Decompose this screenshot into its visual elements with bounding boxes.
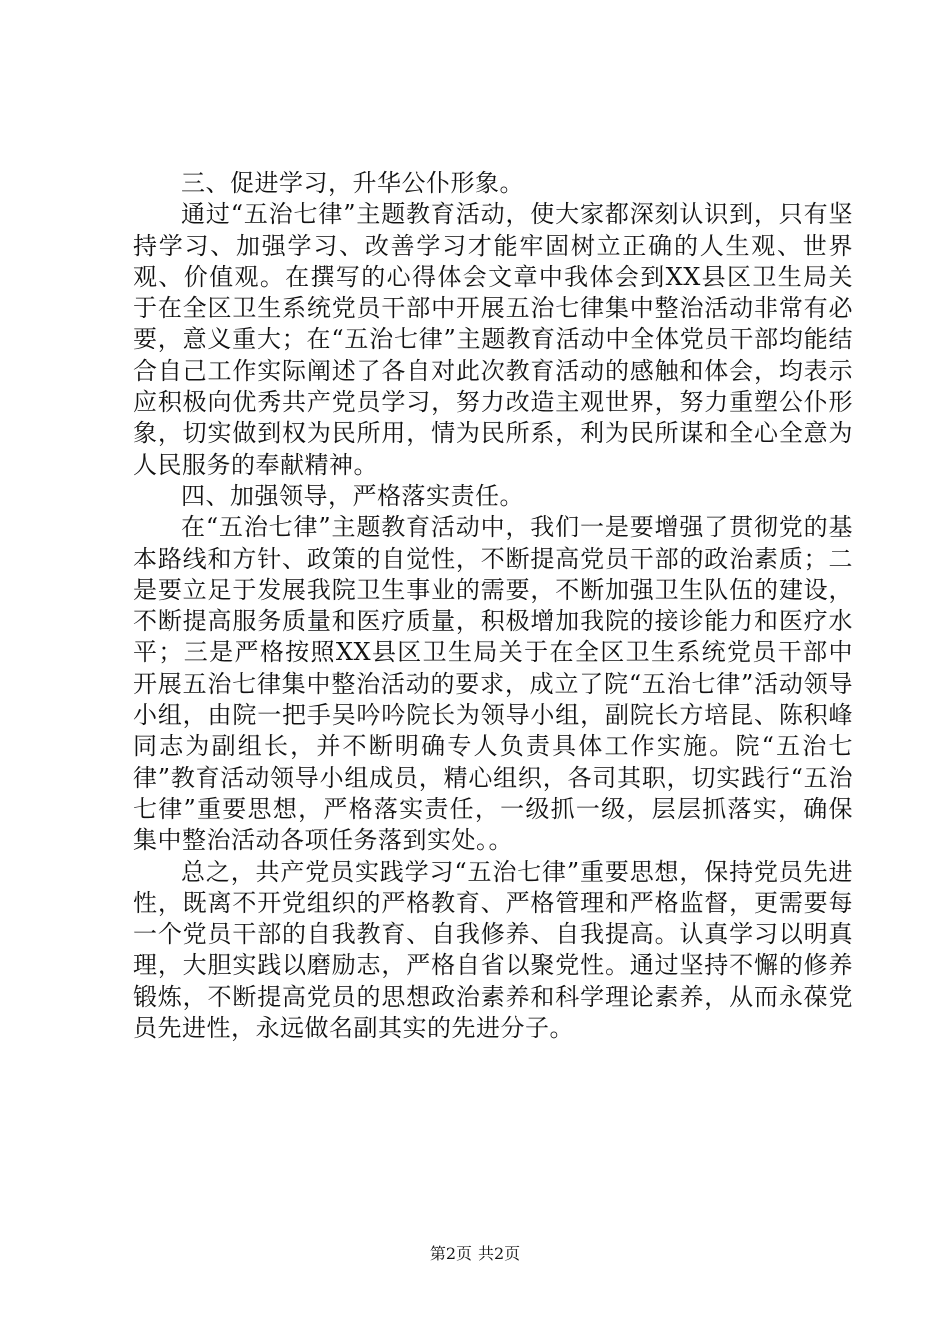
page-footer [0, 1244, 950, 1264]
section-heading-4: 四、加强领导，严格落实责任。 [181, 481, 524, 510]
conclusion-paragraph: 总之，共产党员实践学习“五治七律”重要思想，保持党员先进性，既离不开党组织的严格教育、严格管理和严格监督，更需要每一个党员干部的自我教育、自我修养、自我提高。认真学习以明真理，大胆实践以磨励志，严格自省以聚党性。通过坚持不懈的修养锻炼，不断提高党员的思想政治素养和科学理论素养，从而永葆党员先进性，永远做名副其实的先进分子。 [133, 857, 853, 1043]
body-paragraph: 通过“五治七律”主题教育活动，使大家都深刻认识到，只有坚持学习、加强学习、改善学习才能牢固树立正确的人生观、世界观、价值观。在撰写的心得体会文章中我体会到XX县区卫生局关于在全区卫生系统党员干部中开展五治七律集中整治活动非常有必要，意义重大；在“五治七律”主题教育活动中全体党员干部均能结合自己工作实际阐述了各自对此次教育活动的感触和体会，均表示应积极向优秀共产党员学习，努力改造主观世界，努力重塑公仆形象，切实做到权为民所用，情为民所系，利为民所谋和全心全意为人民服务的奉献精神。 [133, 200, 853, 479]
section-heading-3: 三、促进学习，升华公仆形象。 [181, 169, 524, 197]
body-paragraph: 在“五治七律”主题教育活动中，我们一是要增强了贯彻党的基本路线和方针、政策的自觉性，不断提高党员干部的政治素质；二是要立足于发展我院卫生事业的需要，不断加强卫生队伍的建设，不断提高服务质量和医疗质量，积极增加我院的接诊能力和医疗水平；三是严格按照XX县区卫生局关于在全区卫生系统党员干部中开展五治七律集中整治活动的要求，成立了院“五治七律”活动领导小组，由院一把手吴吟吟院长为领导小组，副院长方培昆、陈积峰同志为副组长，并不断明确专人负责具体工作实施。院“五治七律”教育活动领导小组成员，精心组织，各司其职，切实践行“五治七律”重要思想，严格落实责任，一级抓一级，层层抓落实，确保集中整治活动各项任务落到实处。。 [133, 513, 853, 855]
document-body [133, 168, 853, 1044]
page-number-current: 第2页 [429, 1244, 472, 1263]
page-number-total: 共2页 [478, 1244, 521, 1263]
